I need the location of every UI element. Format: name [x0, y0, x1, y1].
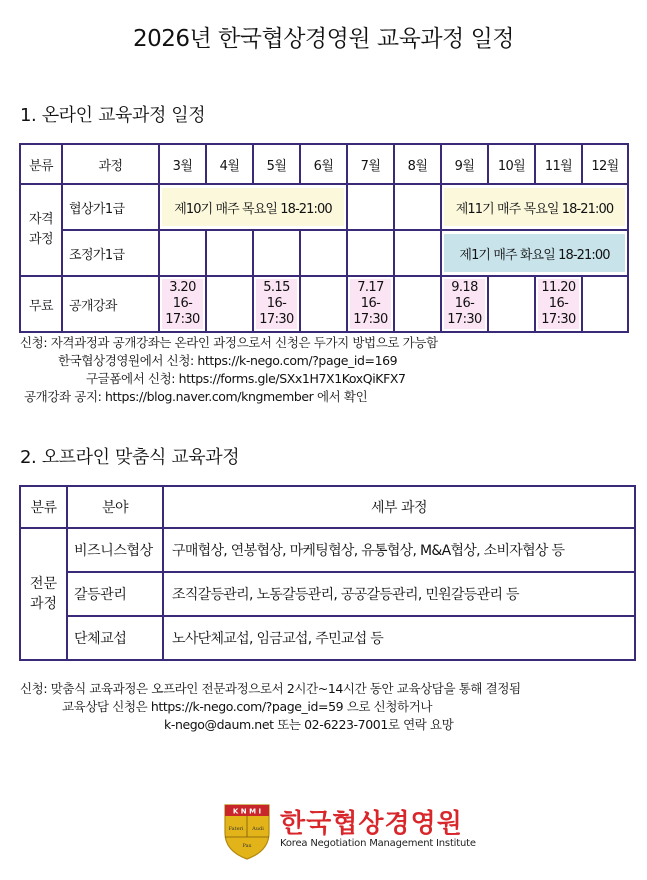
mediation-term1-bar: 제1기 매주 화요일 18-21:00 — [444, 234, 625, 272]
open-lecture-slot — [253, 276, 300, 332]
empty-cell — [253, 230, 300, 276]
badge-left-text: Fateri — [228, 826, 244, 832]
empty-cell — [582, 276, 628, 332]
slot-time: 16-17:30 — [541, 296, 576, 327]
empty-cell — [206, 276, 253, 332]
open-lecture-slot — [441, 276, 488, 332]
month-header: 9월 — [441, 144, 488, 184]
online-note-googleform-link[interactable]: 구글폼에서 신청: https://forms.gle/SXx1H7X1KoxQiKFX7 — [86, 371, 406, 386]
slot-date: 7.17 — [357, 280, 384, 295]
month-header: 11월 — [535, 144, 582, 184]
offline-course-table — [19, 485, 636, 661]
slot-time: 16-17:30 — [165, 296, 200, 327]
empty-cell — [394, 276, 441, 332]
open-lecture-row — [20, 276, 628, 332]
online-note-kngo-link[interactable]: 한국협상경영원에서 신청: https://k-nego.com/?page_id=169 — [58, 353, 398, 368]
header-course: 과정 — [62, 144, 159, 184]
negotiation-term11-bar: 제11기 매주 목요일 18-21:00 — [444, 188, 625, 226]
empty-cell — [394, 230, 441, 276]
mediation-bar-cell — [441, 230, 628, 276]
empty-cell — [159, 230, 206, 276]
month-header: 6월 — [300, 144, 347, 184]
offline-note-intro: 신청: 맞춤식 교육과정은 오프라인 전문과정으로서 2시간~14시간 동안 교육상담을 통해 결정됨 — [20, 681, 521, 696]
negotiation-course-name: 협상가1급 — [62, 184, 159, 230]
offline-note-contact: k-nego@daum.net 또는 02-6223-7001로 연락 요망 — [164, 717, 454, 732]
offline-header-detail: 세부 과정 — [163, 486, 635, 528]
offline-row — [20, 528, 635, 572]
offline-field-name: 단체교섭 — [67, 616, 163, 660]
month-header: 7월 — [347, 144, 394, 184]
offline-field-name: 갈등관리 — [67, 572, 163, 616]
slot-time: 16-17:30 — [353, 296, 388, 327]
offline-header-category: 분류 — [20, 486, 67, 528]
empty-cell — [206, 230, 253, 276]
free-category-cell: 무료 — [20, 276, 62, 332]
empty-cell — [488, 276, 535, 332]
empty-cell — [347, 184, 394, 230]
offline-detail-text: 노사단체교섭, 임금교섭, 주민교섭 등 — [163, 616, 635, 660]
page-title: 2026년 한국협상경영원 교육과정 일정 — [132, 26, 515, 52]
open-lecture-slot — [347, 276, 394, 332]
negotiation-bar-cell — [159, 184, 347, 230]
mediation-row — [20, 230, 628, 276]
badge-top-text: K N M I — [232, 807, 262, 816]
online-schedule-table — [19, 143, 629, 333]
slot-date: 9.18 — [451, 280, 478, 295]
empty-cell — [347, 230, 394, 276]
offline-section-heading: 2. 오프라인 맞춤식 교육과정 — [20, 447, 240, 468]
empty-cell — [394, 184, 441, 230]
mediation-course-name: 조정가1급 — [62, 230, 159, 276]
offline-header-field: 분야 — [67, 486, 163, 528]
empty-cell — [300, 230, 347, 276]
cert-category-cell: 자격 과정 — [20, 184, 62, 276]
month-header: 8월 — [394, 144, 441, 184]
slot-date: 11.20 — [541, 280, 576, 295]
negotiation-term10-bar: 제10기 매주 목요일 18-21:00 — [162, 188, 344, 226]
offline-header-row — [20, 486, 635, 528]
open-lecture-slot — [159, 276, 206, 332]
open-lecture-slot — [535, 276, 582, 332]
slot-date: 3.20 — [169, 280, 196, 295]
month-header: 10월 — [488, 144, 535, 184]
open-lecture-course-name: 공개강좌 — [62, 276, 159, 332]
offline-detail-text: 조직갈등관리, 노동갈등관리, 공공갈등관리, 민원갈등관리 등 — [163, 572, 635, 616]
negotiation-bar-cell — [441, 184, 628, 230]
knmi-shield-logo — [223, 803, 271, 861]
offline-category-cell: 전문 과정 — [20, 528, 67, 660]
month-header: 5월 — [253, 144, 300, 184]
slot-time: 16-17:30 — [259, 296, 294, 327]
brand-name: 한국협상경영원 — [280, 809, 463, 839]
offline-row — [20, 572, 635, 616]
schedule-header-row — [20, 144, 628, 184]
slot-date: 5.15 — [263, 280, 290, 295]
badge-right-text: Audi — [252, 826, 264, 832]
online-section-heading: 1. 온라인 교육과정 일정 — [20, 105, 206, 126]
negotiation-row — [20, 184, 628, 230]
online-note-blog-link[interactable]: 공개강좌 공지: https://blog.naver.com/kngmember 에서 확인 — [24, 389, 368, 404]
badge-bottom-text: Pax — [242, 843, 252, 849]
slot-time: 16-17:30 — [447, 296, 482, 327]
offline-detail-text: 구매협상, 연봉협상, 마케팅협상, 유통협상, M&A협상, 소비자협상 등 — [163, 528, 635, 572]
offline-note-consult-link[interactable]: 교육상담 신청은 https://k-nego.com/?page_id=59 으로 신청하거나 — [62, 699, 433, 714]
online-note-intro: 신청: 자격과정과 공개강좌는 온라인 과정으로서 신청은 두가지 방법으로 가능함 — [20, 335, 438, 350]
empty-cell — [300, 276, 347, 332]
month-header: 12월 — [582, 144, 628, 184]
month-header: 3월 — [159, 144, 206, 184]
offline-field-name: 비즈니스협상 — [67, 528, 163, 572]
header-category: 분류 — [20, 144, 62, 184]
brand-name-english: Korea Negotiation Management Institute — [280, 838, 476, 849]
offline-row — [20, 616, 635, 660]
month-header: 4월 — [206, 144, 253, 184]
